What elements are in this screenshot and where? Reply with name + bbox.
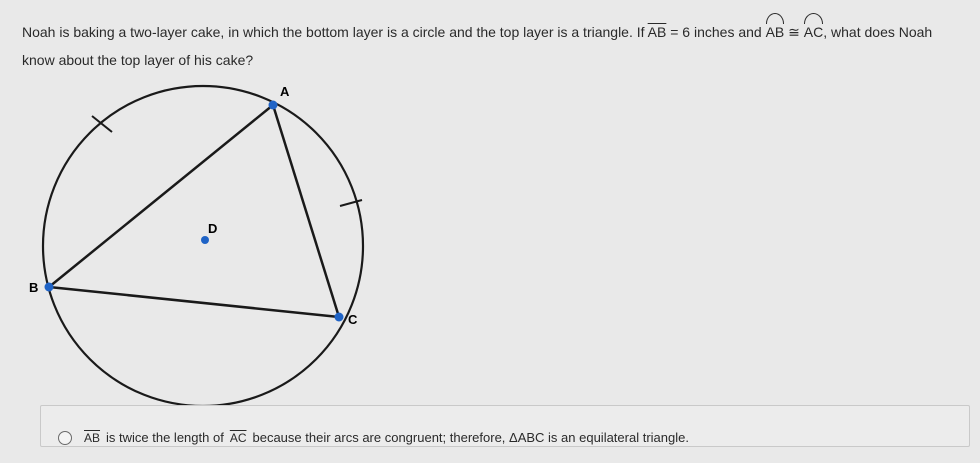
- arc-ab-label: AB: [766, 14, 785, 46]
- congruent-symbol: ≅: [784, 24, 804, 40]
- point-d: [201, 236, 209, 244]
- point-a: [269, 101, 278, 110]
- radio-button[interactable]: [58, 431, 72, 445]
- circle-d: [43, 86, 363, 406]
- segment-ab-label: AB: [647, 24, 667, 40]
- label-b: B: [29, 280, 39, 295]
- choice-segment-ab: AB: [84, 430, 101, 445]
- answer-choice-1-content[interactable]: [58, 430, 958, 445]
- choice-segment-ac: AC: [229, 430, 247, 445]
- segment-ac: [273, 105, 339, 317]
- question-part2: , what does Noah know about the top layer of his cake?: [22, 24, 933, 68]
- choice-text-2: because their arcs are congruent; therefore, ΔABC is an equilateral triangle.: [252, 430, 689, 445]
- point-c: [335, 313, 344, 322]
- arc-ac-label: AC: [804, 14, 823, 46]
- question-part1: Noah is baking a two-layer cake, in which the bottom layer is a circle and the top layer is a triangle. If: [22, 24, 648, 40]
- geometry-figure: [20, 78, 370, 408]
- point-b: [45, 283, 54, 292]
- question-equals: = 6 inches and: [666, 24, 766, 40]
- segment-ab: [49, 105, 273, 287]
- question-text: [22, 14, 967, 74]
- tick-mark-arc-ab: [92, 116, 112, 132]
- label-d: D: [208, 221, 218, 236]
- label-a: A: [280, 84, 290, 99]
- choice-text-1: is twice the length of: [106, 430, 224, 445]
- segment-bc: [49, 287, 339, 317]
- label-c: C: [348, 312, 358, 327]
